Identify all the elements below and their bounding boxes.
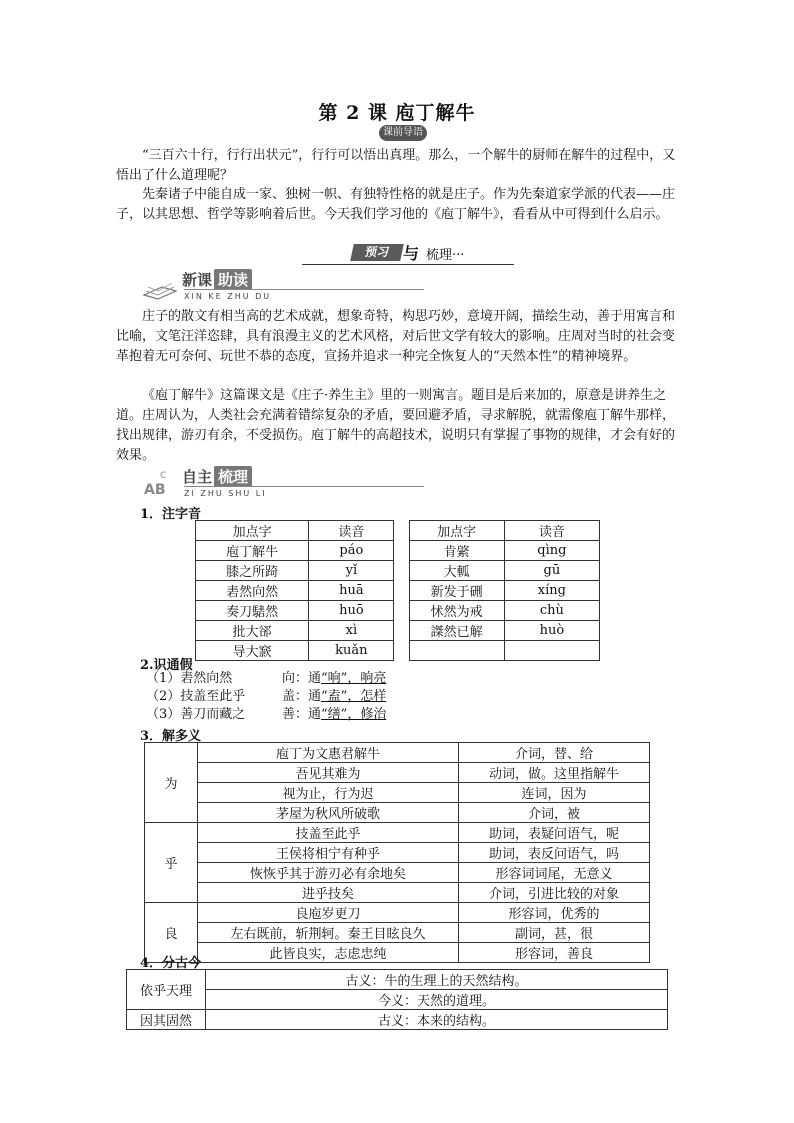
table-gap (394, 541, 409, 561)
table-row (196, 601, 600, 621)
tongjia-phrase: （1）砉然向然 (146, 671, 233, 686)
modern-meaning-cell: 今义：天然的道理。 (206, 990, 668, 1010)
section-tag-reading: 助读 (214, 269, 252, 290)
polysemy-table (144, 742, 650, 963)
table-row (145, 823, 650, 843)
section-rule (184, 289, 424, 290)
meaning-cell: 助词，表疑问语气，呢 (459, 823, 650, 843)
tongjia-word: “响” (321, 671, 348, 686)
intro-paragraph-2: 先秦诸子中能自成一家、独树一帜、有独特性格的就是庄子。作为先秦道家学派的代表——庄子，以其思想、哲学等影响着后世。今天我们学习他的《庖丁解牛》，看看从中可得到什么启示。 (116, 187, 676, 222)
reading-cell: huā (309, 581, 394, 601)
section-title-review-main: 自主 (182, 468, 213, 486)
reading-paragraph-1: 庄子的散文有相当高的艺术成就，想象奇特，构思巧妙，意境开阔，描绘生动，善于用寓言和比喻，文笔汪洋恣肆，具有浪漫主义的艺术风格，对后世文学有较大的影响。庄周对当时的社会变革抱着无可奈何、玩世不恭的态度，宣扬并追求一种完全恢复人的“天然本性”的精神境界。 (116, 309, 676, 364)
example-cell: 吾见其难为 (198, 763, 459, 783)
ancient-modern-table (126, 969, 668, 1030)
word-cell: 批大郤 (196, 621, 309, 641)
example-cell: 良庖岁更刀 (198, 903, 459, 923)
table-row (145, 883, 650, 903)
section-header-reading (140, 265, 440, 307)
word-cell: 新发于硎 (409, 581, 504, 601)
reading-cell: huō (309, 601, 394, 621)
term-cell: 依乎天理 (127, 970, 206, 1010)
example-cell: 进乎技矣 (198, 883, 459, 903)
example-cell: 此皆良实，志虑忠纯 (198, 943, 459, 963)
example-cell: 左右既前，斩荆轲。秦王目眩良久 (198, 923, 459, 943)
meaning-cell: 形容词，善良 (459, 943, 650, 963)
banner-label-and: 与 (403, 244, 420, 263)
section-title-reading-main: 新课 (182, 271, 213, 289)
table-gap (394, 561, 409, 581)
reading-cell: yǐ (309, 561, 394, 581)
section-rule (184, 486, 424, 487)
section-title-reading (182, 269, 252, 290)
word-cell: 謋然已解 (409, 621, 504, 641)
section-tag-review: 梳理 (214, 466, 252, 487)
tongjia-meaning: ，怎样 (347, 689, 387, 704)
polysemy-char: 为 (145, 743, 198, 823)
reading-cell: xì (309, 621, 394, 641)
tongjia-item (146, 688, 386, 706)
term-cell: 因其固然 (127, 1010, 206, 1030)
tongjia-phrase: （3）善刀而藏之 (146, 707, 246, 722)
table-row (196, 641, 600, 661)
word-cell: 导大窾 (196, 641, 309, 661)
table-row (196, 581, 600, 601)
word-cell: 庖丁解牛 (196, 541, 309, 561)
tongjia-word: “缮” (321, 707, 348, 722)
pronunciation-table (195, 520, 600, 661)
reading-cell: chù (504, 601, 599, 621)
table-row (127, 1010, 668, 1030)
table-row (145, 943, 650, 963)
tongjia-meaning: ，修治 (347, 707, 387, 722)
tongjia-item (146, 670, 386, 688)
word-cell (409, 641, 504, 661)
reading-cell (504, 641, 599, 661)
example-cell: 王侯将相宁有种乎 (198, 843, 459, 863)
word-cell: 奏刀騞然 (196, 601, 309, 621)
word-cell: 肯綮 (409, 541, 504, 561)
table-row (145, 843, 650, 863)
meaning-cell: 介词，被 (459, 803, 650, 823)
reading-paragraph-2: 《庖丁解牛》这篇课文是《庄子·养生主》里的一则寓言。题目是后来加的，原意是讲养生之道。庄周认为，人类社会充满着错综复杂的矛盾，要回避矛盾，寻求解脱，就需像庖丁解牛那样，找出规律，游刃有余，不受损伤。庖丁解牛的高超技术，说明只有掌握了事物的规律，才会有好的效果。 (116, 388, 676, 463)
ancient-meaning-cell: 古义：本来的结构。 (206, 1010, 668, 1030)
example-cell: 茅屋为秋风所破歌 (198, 803, 459, 823)
table-gap (394, 601, 409, 621)
heading-pronunciation: 1．注字音 (140, 507, 202, 522)
table-row (145, 783, 650, 803)
meaning-cell: 动词，做。这里指解牛 (459, 763, 650, 783)
meaning-cell: 助词，表反问语气，吗 (459, 843, 650, 863)
banner-label-review: 梳理··· (426, 248, 465, 263)
table-row (145, 903, 650, 923)
polysemy-char: 良 (145, 903, 198, 963)
tongjia-word: “盍” (321, 689, 348, 704)
meaning-cell: 介词，引进比较的对象 (459, 883, 650, 903)
table-row (127, 970, 668, 990)
preview-banner (302, 242, 514, 265)
banner-label-preview: 预习 (350, 244, 404, 261)
ancient-meaning-cell: 古义：牛的生理上的天然结构。 (206, 970, 668, 990)
open-book-icon (140, 271, 180, 303)
table-gap (394, 521, 409, 541)
table-gap (394, 641, 409, 661)
table-row (196, 561, 600, 581)
page-title: 第 2 课 庖丁解牛 (318, 102, 476, 124)
example-cell: 恢恢乎其于游刃必有余地矣 (198, 863, 459, 883)
col-header-word-left: 加点字 (196, 521, 309, 541)
meaning-cell: 形容词词尾，无意义 (459, 863, 650, 883)
example-cell: 庖丁为文惠君解牛 (198, 743, 459, 763)
table-gap (394, 621, 409, 641)
section-title-review (182, 466, 252, 487)
table-row (145, 923, 650, 943)
meaning-cell: 连词，因为 (459, 783, 650, 803)
svg-text:C: C (160, 471, 167, 481)
tongjia-pre: 盖：通 (282, 689, 322, 704)
reading-cell: páo (309, 541, 394, 561)
section-header-review (140, 462, 440, 504)
section-pinyin-reading: XIN KE ZHU DU (184, 292, 272, 301)
tongjia-pre: 向：通 (282, 671, 322, 686)
polysemy-char: 乎 (145, 823, 198, 903)
tongjia-phrase: （2）技盖至此乎 (146, 689, 246, 704)
meaning-cell: 介词，替、给 (459, 743, 650, 763)
word-cell: 砉然向然 (196, 581, 309, 601)
col-header-reading-left: 读音 (309, 521, 394, 541)
abc-icon (140, 468, 180, 500)
col-header-word-right: 加点字 (409, 521, 504, 541)
example-cell: 技盖至此乎 (198, 823, 459, 843)
section-pinyin-review: ZI ZHU SHU LI (184, 489, 267, 498)
table-row (145, 863, 650, 883)
col-header-reading-right: 读音 (504, 521, 599, 541)
word-cell: 大軱 (409, 561, 504, 581)
table-row (127, 990, 668, 1010)
table-row (145, 743, 650, 763)
heading-polysemy: 3．解多义 (140, 729, 202, 744)
table-row (196, 541, 600, 561)
heading-tongjia: 2.识通假 (140, 658, 193, 673)
heading-ancient-modern: 4．分古今 (140, 956, 202, 971)
reading-cell: huò (504, 621, 599, 641)
tongjia-meaning: ，响亮 (347, 671, 387, 686)
table-row (145, 803, 650, 823)
reading-cell: xíng (504, 581, 599, 601)
reading-cell: kuǎn (309, 641, 394, 661)
word-cell: 怵然为戒 (409, 601, 504, 621)
table-row (196, 621, 600, 641)
svg-text:AB: AB (144, 482, 166, 498)
intro-badge: 课前导语 (379, 125, 427, 141)
example-cell: 视为止，行为迟 (198, 783, 459, 803)
word-cell: 膝之所踦 (196, 561, 309, 581)
reading-cell: qìng (504, 541, 599, 561)
table-gap (394, 581, 409, 601)
meaning-cell: 副词，甚，很 (459, 923, 650, 943)
meaning-cell: 形容词，优秀的 (459, 903, 650, 923)
tongjia-pre: 善：通 (282, 707, 322, 722)
table-header-row (196, 521, 600, 541)
table-row (145, 763, 650, 783)
reading-cell: gū (504, 561, 599, 581)
intro-paragraph-1: “三百六十行，行行出状元”，行行可以悟出真理。那么，一个解牛的厨师在解牛的过程中，又悟出了什么道理呢？ (116, 148, 676, 183)
tongjia-item (146, 706, 386, 724)
